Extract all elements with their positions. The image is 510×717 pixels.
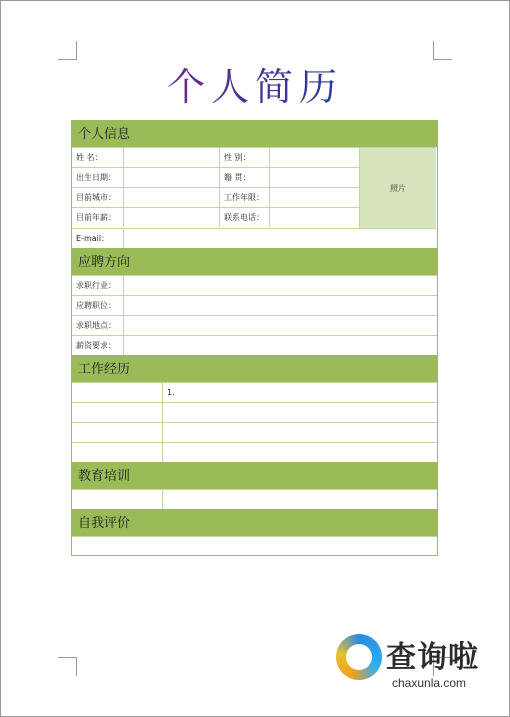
personal-info-grid [72, 147, 359, 227]
table-row [72, 536, 437, 556]
label-industry: 求职行业： [76, 281, 116, 290]
label-gender: 性 别： [219, 148, 269, 167]
value-years[interactable] [269, 188, 359, 207]
work-period-cell[interactable] [72, 443, 162, 462]
email-row-wrap [72, 228, 436, 248]
search-magnifier-icon [336, 634, 382, 680]
watermark-logo [336, 632, 506, 696]
table-row [72, 315, 437, 335]
table-row [72, 402, 437, 422]
section-education: 教育培训 [72, 462, 437, 489]
value-name[interactable] [123, 148, 219, 167]
self-evaluation-cell[interactable] [72, 537, 436, 555]
value-location[interactable] [123, 316, 436, 335]
photo-placeholder[interactable]: 照片 [359, 147, 436, 228]
value-city[interactable] [123, 188, 219, 207]
work-period-cell[interactable] [72, 383, 162, 402]
section-personal-info: 个人信息 [72, 120, 437, 147]
value-salary[interactable] [123, 208, 219, 227]
label-position: 应聘职位： [76, 301, 116, 310]
table-row [72, 167, 359, 187]
work-period-cell[interactable] [72, 403, 162, 422]
label-phone: 联系电话： [219, 208, 269, 227]
label-city: 目前城市： [76, 193, 116, 202]
value-email[interactable] [123, 229, 436, 248]
label-email: E-mail： [76, 234, 110, 243]
label-salary-req: 薪资要求： [76, 341, 116, 350]
value-position[interactable] [123, 296, 436, 315]
education-period-cell[interactable] [72, 490, 162, 509]
label-salary: 目前年薪： [76, 213, 116, 222]
table-row [72, 422, 437, 442]
section-self-evaluation: 自我评价 [72, 509, 437, 536]
table-row [72, 489, 437, 509]
table-row [72, 228, 436, 248]
table-row [72, 187, 359, 207]
value-gender[interactable] [269, 148, 359, 167]
table-row [72, 275, 437, 295]
work-detail-cell[interactable]: 1. [162, 383, 436, 402]
label-years: 工作年限： [219, 188, 269, 207]
table-row [72, 207, 359, 227]
value-phone[interactable] [269, 208, 359, 227]
work-detail-cell[interactable] [162, 443, 436, 462]
table-row [72, 442, 437, 462]
resume-title: 个人简历 [0, 56, 510, 111]
label-location: 求职地点： [76, 321, 116, 330]
section-work-experience: 工作经历 [72, 355, 437, 382]
work-period-cell[interactable] [72, 423, 162, 442]
table-row [72, 335, 437, 355]
label-native: 籍 贯： [219, 168, 269, 187]
logo-url: chaxunla.com [392, 676, 467, 690]
work-detail-cell[interactable] [162, 403, 436, 422]
value-salary-req[interactable] [123, 336, 436, 355]
label-birth: 出生日期： [76, 173, 116, 182]
resume-table [71, 120, 438, 556]
table-row [72, 295, 437, 315]
value-native[interactable] [269, 168, 359, 187]
crop-mark-bottom-left [58, 657, 77, 676]
work-detail-cell[interactable] [162, 423, 436, 442]
value-industry[interactable] [123, 276, 436, 295]
table-row [72, 147, 359, 167]
value-birth[interactable] [123, 168, 219, 187]
label-name: 姓 名： [76, 153, 103, 162]
logo-name: 查询啦 [386, 640, 479, 675]
section-job-direction: 应聘方向 [72, 248, 437, 275]
personal-info-block [72, 147, 437, 248]
education-detail-cell[interactable] [162, 490, 436, 509]
table-row [72, 382, 437, 402]
